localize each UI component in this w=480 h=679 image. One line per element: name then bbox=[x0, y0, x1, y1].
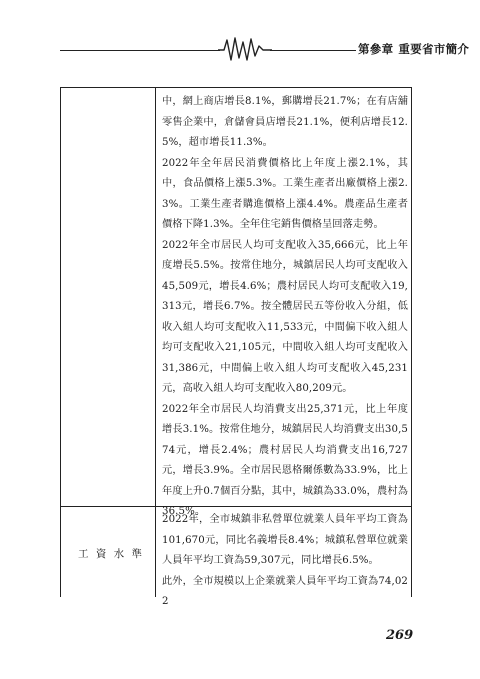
paragraph-consumption: 2022年全市居民人均消費支出25,371元，比上年度增長3.1%。按常住地分，城鎮居民人均消費支出30,574元，增長2.4%；農村居民人均消費支出16,727元，增長3.9%。全市居民恩格爾係數為33.9%，比上年度上升0.7個百分點，其中，城鎮為33.0%，農村為36.5%。 bbox=[162, 403, 408, 517]
table-border-top bbox=[60, 87, 412, 88]
paragraph-wages: 2022年，全市城鎮非私營單位就業人員年平均工資為101,670元，同比名義增長8.4%；城鎮私營單位就業人員年平均工資為59,307元，同比增長6.5%。 bbox=[162, 514, 408, 566]
table-column-divider bbox=[155, 87, 156, 597]
paragraph-prices: 2022年全年居民消費價格比上年度上漲2.1%，其中，食品價格上漲5.3%。工業生產者出廠價格上漲2.3%。工業生產者購進價格上漲4.4%。農產品生產者價格下降1.3%。全年住宅銷售價格呈回落走勢。 bbox=[162, 157, 408, 230]
paragraph-income: 2022年全市居民人均可支配收入35,666元，比上年度增長5.5%。按常住地分，城鎮居民人均可支配收入45,509元，增長4.6%；農村居民人均可支配收入19,313元，增長6.7%。按全體居民五等份收入分組，低收入組人均可支配收入11,533元，中間偏下收入組人均可支配收入21,105元，中間收入組人均可支配收入31,386元，中間偏上收入組人均可支配收入45,231元，高收入組人均可支配收入80,209元。 bbox=[162, 239, 408, 394]
row2-content bbox=[162, 510, 408, 613]
chapter-label: 第參章 bbox=[358, 42, 394, 56]
header-rule-left bbox=[60, 50, 220, 51]
page-number: 269 bbox=[386, 628, 414, 643]
table-border-right bbox=[411, 87, 412, 597]
running-header bbox=[60, 36, 470, 62]
row2-label: 工資水準 bbox=[78, 548, 142, 560]
paragraph-wages-more: 此外，全市規模以上企業就業人員年平均工資為74,022 bbox=[162, 575, 408, 607]
table-border-left bbox=[60, 87, 61, 597]
chapter-title bbox=[358, 40, 470, 58]
header-rule-right bbox=[270, 50, 356, 51]
heartbeat-wave-icon bbox=[218, 36, 272, 62]
paragraph-retail: 中，網上商店增長8.1%，郵購增長21.7%；在有店舖零售企業中，倉儲會員店增長21.1%，便利店增長12.5%，超市增長11.3%。 bbox=[162, 96, 408, 148]
section-label: 重要省市簡介 bbox=[398, 42, 470, 56]
info-table bbox=[60, 87, 412, 607]
row1-content bbox=[162, 92, 408, 523]
